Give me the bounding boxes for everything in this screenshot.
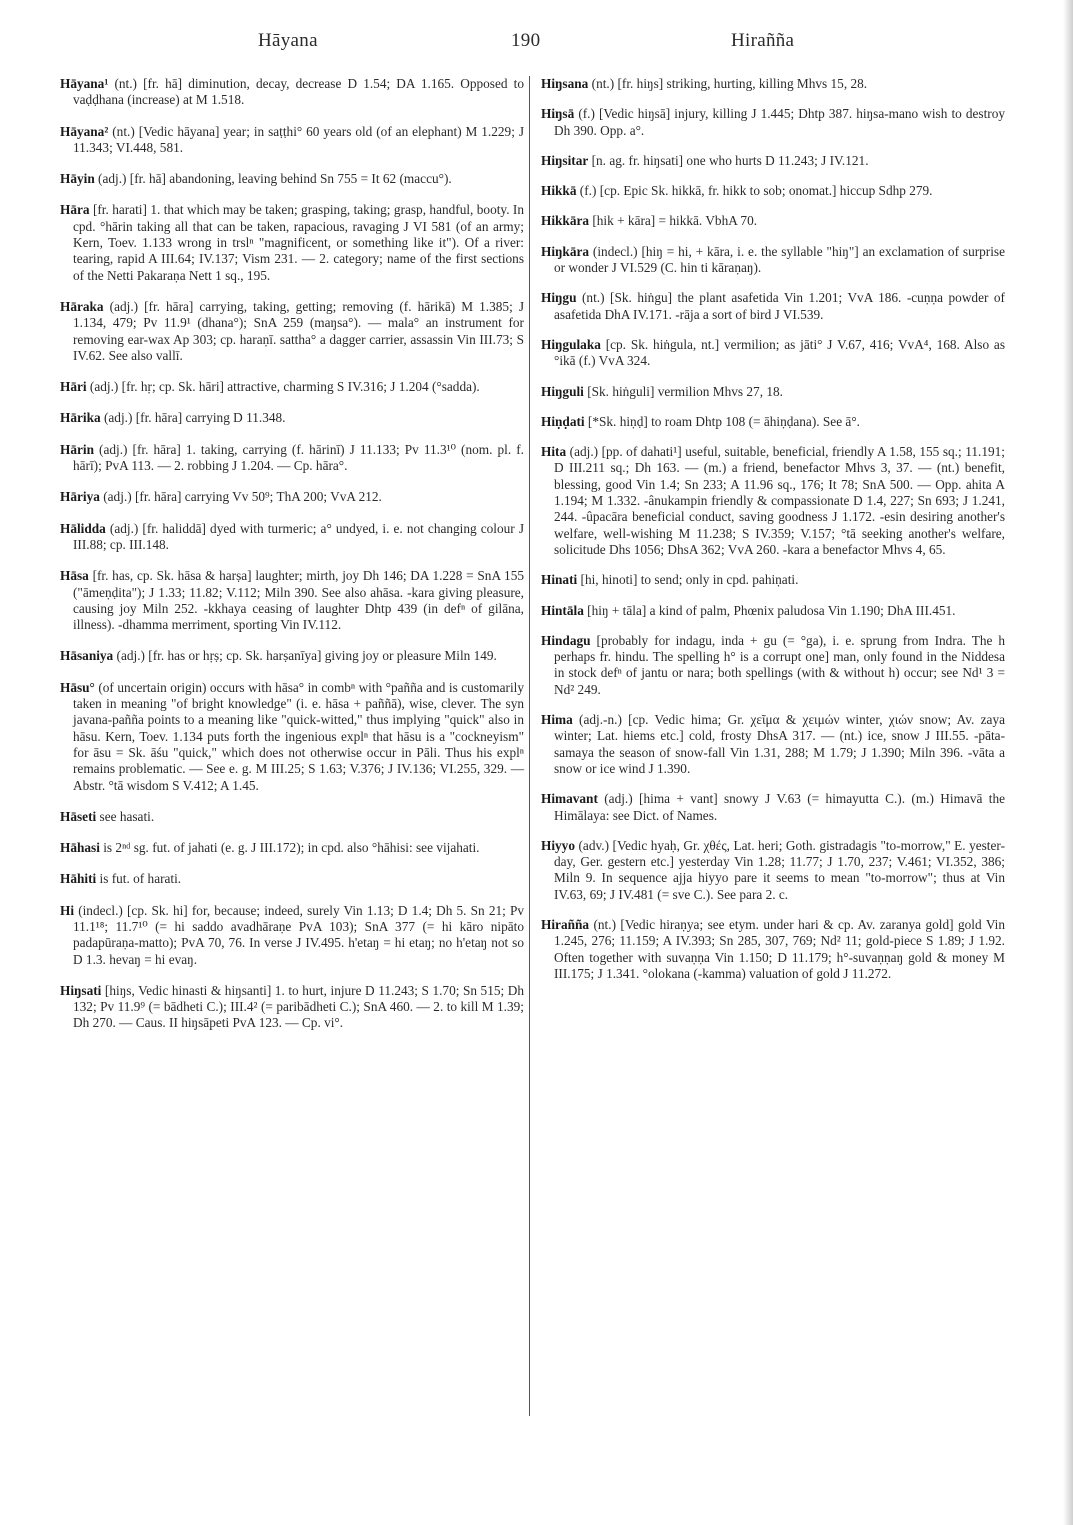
entry-definition: (adv.) [Vedic hyaḥ, Gr. χθές, Lat. heri; Goth. gistradagis "to-morrow," E. yester-day, Ger. gestern etc.] yesterday Vin 1.28; 11.77; J 1.70, 237; V.461; VI.352, 386; Miln 9. In sequence ajja hiyyo pare it seems to mean "to-morrow"; thus at Vin IV.63, 69; J IV.481 (= sve C.). See para 2. c. [554, 837, 1005, 902]
dictionary-entry [60, 871, 524, 887]
entry-definition: (nt.) [fr. hā] diminution, decay, decrease D 1.54; DA 1.165. Opposed to vaḍḍhana (increase) at M 1.518. [73, 76, 524, 108]
entry-headword: Hāsu° [60, 679, 95, 695]
entry-definition: (adj.) [hima + vant] snowy J V.63 (= himayutta C.). (m.) Himavā the Himālaya: see Dict. of Names. [554, 791, 1005, 823]
header-last-word: Hirañña [731, 30, 795, 51]
entry-headword: Hāriya [60, 489, 100, 505]
entry-definition: is 2ⁿᵈ sg. fut. of jahati (e. g. J III.172); in cpd. also °hāhisi: see vijahati. [99, 840, 480, 856]
entry-definition: is fut. of harati. [96, 871, 182, 887]
page-edge-shadow [1063, 0, 1073, 1525]
dictionary-entry [541, 106, 1005, 139]
entry-headword: Hāyana² [60, 123, 109, 139]
entry-definition: (adj.-n.) [cp. Vedic hima; Gr. χεῖμα & χειμών winter, χιών snow; Av. zaya winter; Lat. hiems etc.] cold, frosty DhsA 317. — (nt.) ice, snow J III.55. -pāta-samaya the season of snow-fall Vin 1.31, 288; M 1.79; J 1.390; Miln 396. -vāta a snow or ice wind J 1.390. [554, 712, 1005, 776]
dictionary-entry [541, 337, 1005, 370]
entry-headword: Hālidda [60, 520, 106, 536]
entry-headword: Hiŋgu [541, 290, 577, 306]
dictionary-entry [60, 648, 524, 664]
entry-definition: [hik + kāra] = hikkā. VbhA 70. [589, 213, 758, 229]
entry-definition: [cp. Sk. hiṅgula, nt.] vermilion; as jāti° J V.67, 416; VvA⁴, 168. Also as °ikā (f.) VvA 324. [554, 336, 1005, 369]
entry-definition: [hi, hinoti] to send; only in cpd. pahiṇati. [577, 572, 799, 588]
entry-definition: [probably for indagu, inda + gu (= °ga), i. e. sprung from Indra. The h perhaps fr. hindu. The spelling h° is a corrupt one] man, only found in the Niddesa in stock defⁿ of jantu or nara; both spellings (with & without h) occur; see Nd¹ 3 = Nd² 249. [554, 632, 1005, 697]
entry-headword: Hāhasi [60, 840, 100, 856]
dictionary-entry [60, 299, 524, 364]
entry-headword: Hikkāra [541, 213, 590, 229]
entry-definition: (adj.) [fr. haliddā] dyed with turmeric; a° undyed, i. e. not changing colour J III.88; cp. III.148. [73, 520, 524, 552]
dictionary-entry [541, 444, 1005, 558]
entry-headword: Hāyana¹ [60, 76, 109, 91]
entry-headword: Hinati [541, 572, 578, 588]
dictionary-entry [541, 213, 1005, 229]
entry-definition: (indecl.) [hiŋ = hi, + kāra, i. e. the syllable "hiŋ"] an exclamation of surprise or wonder J VI.529 (C. hin ti kāraṇaŋ). [554, 243, 1005, 276]
dictionary-entry [60, 521, 524, 554]
entry-definition: [hiŋ + tāla] a kind of palm, Phœnix paludosa Vin 1.190; DhA III.451. [583, 602, 956, 618]
entry-headword: Hāri [60, 379, 87, 395]
entry-headword: Hārin [60, 441, 94, 457]
entry-headword: Hārika [60, 410, 101, 426]
entry-definition: [Sk. hiṅguli] vermilion Mhvs 27, 18. [583, 383, 783, 399]
entry-definition: (f.) [cp. Epic Sk. hikkā, fr. hikk to sob; onomat.] hiccup Sdhp 279. [576, 183, 933, 199]
entry-definition: (adj.) [pp. of dahati¹] useful, suitable, beneficial, friendly A 1.58, 155 sq.; 11.191; D III.211 sq.; Dh 163. — (m.) a friend, benefactor Mhvs 3, 37. — (nt.) benefit, blessing, good Vin 1.4; Sn 233; A 11.96 sq., 176; It 78; SnA 500. — Opp. ahita A 1.194; M 1.332. -ânukampin friendly & compassionate D 1.4, 227; Sn 693; J 1.241, 244. -ûpacāra beneficial conduct, saving goodness J 1.172. -esin desiring another's welfare, well-wishing M 11.238; S IV.359; V.157; °tā seeking another's welfare, solicitude Dhs 1056; DhsA 362; VvA 260. -kara a benefactor Mhvs 4, 65. [554, 444, 1005, 557]
entry-definition: (adj.) [fr. hāra] carrying, taking, getting; removing (f. hārikā) M 1.385; J 1.134, 479; Pv 11.9¹ (dhana°); SnA 259 (maŋsa°). — mala° an instrument for removing ear-wax Ap 303; cp. haraṇī. sattha° a dagger carrier, assassin Vin III.73; S IV.62. See also vallī. [73, 298, 524, 363]
entry-definition: (adj.) [fr. hāra] 1. taking, carrying (f. hārinī) J 11.133; Pv 11.3¹⁰ (nom. pl. f. hārī); PvA 113. — 2. robbing J 1.204. — Cp. hāra°. [73, 441, 524, 474]
dictionary-entry [541, 572, 1005, 588]
dictionary-entry [541, 244, 1005, 277]
entry-headword: Hindagu [541, 632, 591, 648]
dictionary-entry [541, 917, 1005, 982]
entry-definition: (adj.) [fr. hāra] carrying Vv 50⁹; ThA 200; VvA 212. [99, 489, 382, 505]
entry-definition: (indecl.) [cp. Sk. hi] for, because; indeed, surely Vin 1.13; D 1.4; Dh 5. Sn 21; Pv 11.1¹⁸; 11.7¹⁰ (= hi saddo avadhāraṇe PvA 103); SnA 377 (= hi kāro nipāto padapūraṇa-matto); PvA 70, 76. In verse J IV.495. h'etaŋ = hi etaŋ; no h'etaŋ not so D 1.3. hevaŋ = hi evaŋ. [73, 902, 524, 967]
entry-definition: [fr. harati] 1. that which may be taken; grasping, taking; grasp, handful, booty. In cpd. °hārin taking all that can be taken, rapacious, ravaging J VI 581 (of an army; Kern, Toev. 1.133 wrong in trslⁿ "magnificent, or something like it"). Of a river: tearing, rapid A III.64; IV.137; Vism 231. — 2. category; name of the first sections of the Netti Pakaraṇa Nett 1 sq., 195. [73, 202, 524, 283]
entry-headword: Hikkā [541, 183, 577, 199]
left-column [60, 76, 524, 1047]
dictionary-entry [60, 171, 524, 187]
entry-headword: Hiŋsitar [541, 152, 589, 168]
dictionary-entry [541, 153, 1005, 169]
dictionary-entry [60, 840, 524, 856]
dictionary-entry [60, 124, 524, 157]
dictionary-entry [60, 680, 524, 794]
dictionary-entry [541, 633, 1005, 698]
entry-definition: [fr. has, cp. Sk. hāsa & harṣa] laughter; mirth, joy Dh 146; DA 1.228 = SnA 155 ("āmeṇḍita"); J 1.33; 11.82; V.112; Miln 390. See also ahāsa. -kara giving pleasure, causing joy Miln 252. -kkhaya ceasing of laughter Dhtp 439 (in defⁿ of gilāna, illness). -dhamma merriment, sporting Vin IV.112. [73, 568, 524, 633]
dictionary-entry [60, 379, 524, 395]
column-divider [529, 76, 530, 1416]
entry-headword: Hāraka [60, 298, 104, 314]
entry-definition: see hasati. [96, 808, 155, 824]
entry-headword: Himavant [541, 791, 598, 807]
entry-headword: Hiŋguli [541, 383, 584, 399]
dictionary-entry [60, 489, 524, 505]
entry-headword: Hintāla [541, 602, 584, 618]
entry-definition: (nt.) [Vedic hāyana] year; in saṭṭhi° 60 years old (of an elephant) M 1.229; J 11.343; VI.448, 581. [73, 123, 524, 155]
entry-definition: (f.) [Vedic hiŋsā] injury, killing J 1.445; Dhtp 387. hiŋsa-mano wish to destroy Dh 390. Opp. a°. [554, 106, 1005, 138]
dictionary-entry [541, 414, 1005, 430]
entry-definition: (nt.) [fr. hiŋs] striking, hurting, killing Mhvs 15, 28. [588, 76, 868, 91]
entry-headword: Hāra [60, 202, 90, 218]
header-first-word: Hāyana [258, 30, 318, 51]
entry-headword: Hāyin [60, 171, 95, 187]
entry-headword: Hāsaniya [60, 648, 114, 664]
dictionary-entry [60, 809, 524, 825]
entry-definition: [*Sk. hiṇḍ] to roam Dhtp 108 (= āhiṇḍana). See ā°. [584, 413, 860, 429]
entry-definition: (adj.) [fr. hāra] carrying D 11.348. [100, 410, 286, 426]
entry-definition: (adj.) [fr. hṛ; cp. Sk. hāri] attractive, charming S IV.316; J 1.204 (°sadda). [86, 379, 480, 395]
entry-definition: (adj.) [fr. has or hṛṣ; cp. Sk. harṣanīya] giving joy or pleasure Miln 149. [113, 648, 497, 664]
dictionary-entry [541, 183, 1005, 199]
dictionary-entry [60, 202, 524, 283]
entry-headword: Hiyyo [541, 837, 575, 853]
entry-headword: Hi [60, 902, 75, 918]
dictionary-entry [60, 568, 524, 633]
dictionary-entry [60, 442, 524, 475]
entry-definition: [hiŋs, Vedic hinasti & hiŋsanti] 1. to hurt, injure D 11.243; S 1.70; Sn 515; Dh 132; Pv 11.9⁹ (= bādheti C.); III.4² (= paribādheti C.); SnA 460. — 2. to kill M 1.39; Dh 270. — Caus. II hiŋsāpeti PvA 123. — Cp. vi°. [73, 982, 524, 1031]
entry-headword: Hima [541, 712, 573, 728]
entry-definition: [n. ag. fr. hiŋsati] one who hurts D 11.243; J IV.121. [588, 152, 869, 168]
right-column [541, 76, 1005, 996]
entry-definition: (of uncertain origin) occurs with hāsa° in combⁿ with °pañña and is customarily taken in meaning "of bright knowledge" (i. e. hāsa + paññā), wise, clever. The syn javana-pañña points to a meaning like "quick-witted," thus implying "quick" also in hāsu. Kern, Toev. 1.134 puts forth the ingenious explⁿ that hāsu is a "cockneyism" for āsu = Sk. āśu "quick," which does not otherwise occur in Pāli. Thus his explⁿ remains problematic. — See e. g. M III.25; S 1.63; V.376; J IV.136; VI.255, 329. — Abstr. °tā wisdom S V.412; A 1.45. [73, 679, 524, 793]
dictionary-entry [541, 76, 1005, 92]
entry-definition: (nt.) [Sk. hiṅgu] the plant asafetida Vin 1.201; VvA 186. -cuṇṇa powder of asafetida DhA IV.171. -rāja a sort of bird J VI.539. [554, 290, 1005, 322]
dictionary-entry [60, 76, 524, 109]
entry-headword: Hiṇḍati [541, 413, 585, 429]
dictionary-entry [541, 384, 1005, 400]
entry-headword: Hāhiti [60, 871, 97, 887]
dictionary-entry [541, 791, 1005, 824]
entry-headword: Hāsa [60, 568, 89, 584]
entry-headword: Hita [541, 444, 567, 460]
entry-headword: Hiŋsā [541, 106, 575, 122]
entry-definition: (nt.) [Vedic hiraṇya; see etym. under hari & cp. Av. zaranya gold] gold Vin 1.245, 276; 11.159; A IV.393; Sn 285, 307, 769; Nd² 11; gold-piece S 1.89; J 1.92. Often together with suvaṇṇa Vin 1.150; D 11.179; h°-suvaṇṇaŋ gold & money M III.175; J 1.341. °olokana (-kamma) valuation of gold J 11.272. [554, 916, 1005, 981]
entry-headword: Hiŋsati [60, 982, 102, 998]
dictionary-entry [541, 603, 1005, 619]
entry-headword: Hirañña [541, 916, 590, 932]
entry-headword: Hiŋgulaka [541, 336, 601, 352]
page-number: 190 [511, 30, 541, 51]
dictionary-entry [541, 838, 1005, 903]
dictionary-entry [60, 903, 524, 968]
dictionary-entry [541, 712, 1005, 777]
dictionary-entry [541, 290, 1005, 323]
entry-definition: (adj.) [fr. hā] abandoning, leaving behind Sn 755 = It 62 (maccu°). [94, 171, 452, 187]
page-header [56, 30, 1006, 60]
entry-headword: Hiŋsana [541, 76, 589, 91]
dictionary-entry [60, 410, 524, 426]
entry-headword: Hāseti [60, 808, 97, 824]
entry-headword: Hiŋkāra [541, 243, 590, 259]
dictionary-entry [60, 983, 524, 1032]
